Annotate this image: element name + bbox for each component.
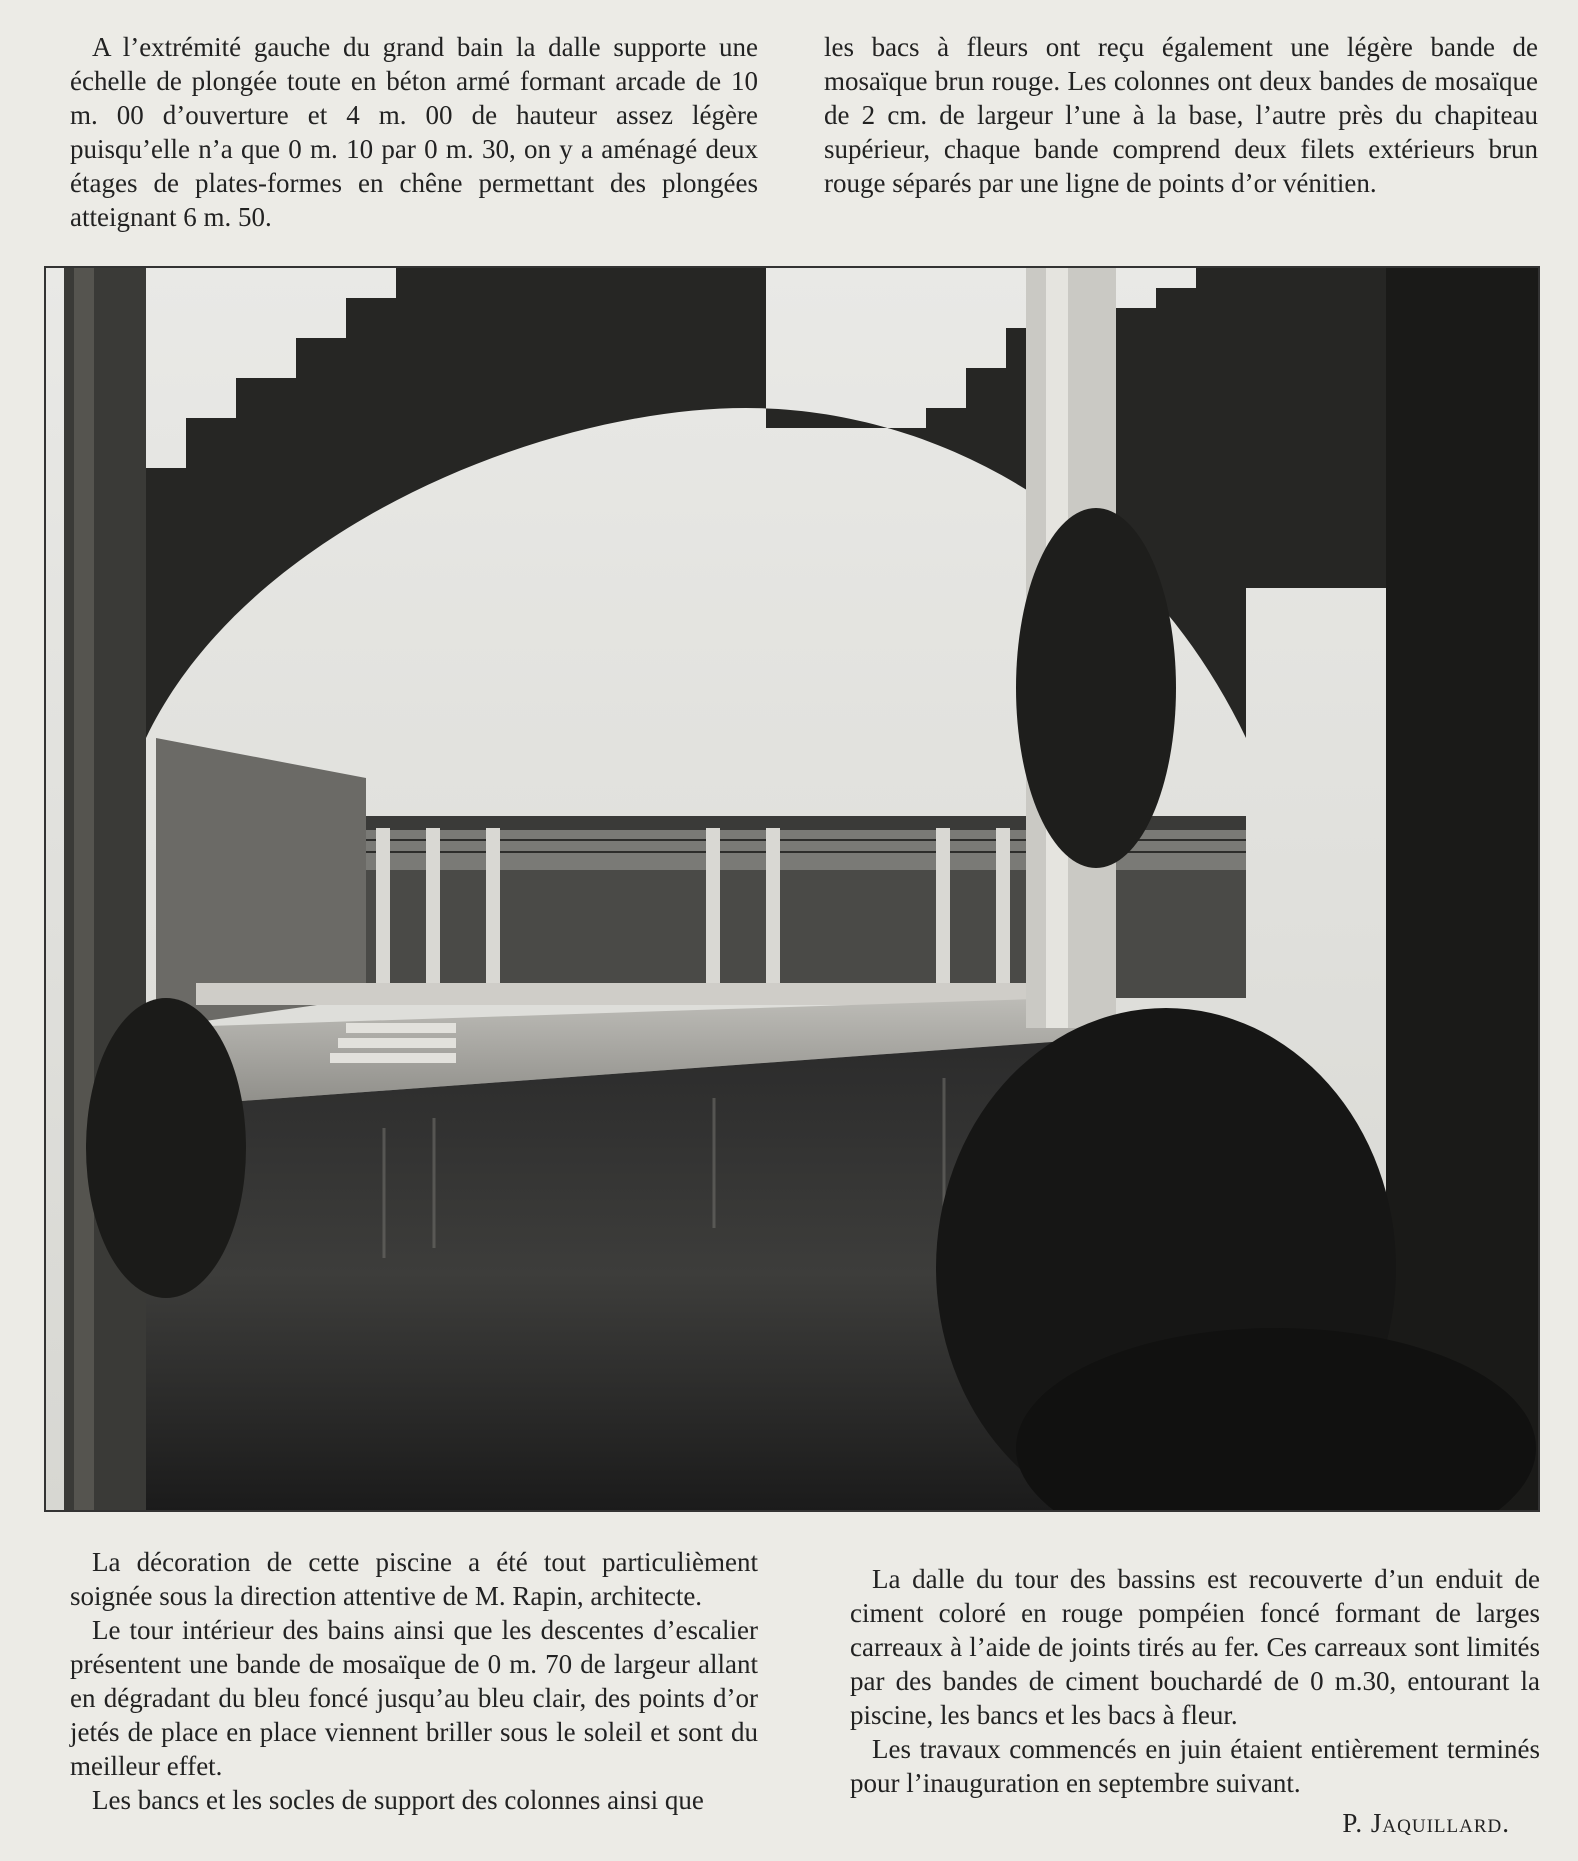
paragraph: Les bancs et les socles de support des colonnes ainsi que [92,1785,704,1815]
paragraph: La dalle du tour des bassins est recouverte d’un enduit de ciment coloré en rouge pompéien foncé formant de larges carreaux à l’aide de joints tirés au fer. Ces carreaux sont limités par des bandes de ciment bouchardé de 0 m.30, entourant la piscine, les bancs et les bacs à fleur. [850,1564,1540,1730]
paragraph: Le tour intérieur des bains ainsi que les descentes d’escalier présentent une bande de mosaïque de 0 m. 70 de largeur allant en dégradant du bleu foncé jusqu’au bleu clair, des points d’or jetés de place en place viennent briller sous le soleil et sont du meilleur effet. [70,1615,758,1781]
pool-photograph [44,266,1540,1512]
paragraph: les bacs à fleurs ont reçu également une légère bande de mosaïque brun rouge. Les colonnes ont deux bandes de mosaïque de 2 cm. de largeur l’une à la base, l’autre près du chapiteau supérieur, chaque bande comprend deux filets extérieurs brun rouge séparés par une ligne de points d’or vénitien. [824,32,1538,198]
paragraph: La décoration de cette piscine a été tout particulièment soignée sous la direction attentive de M. Rapin, architecte. [70,1547,758,1611]
paragraph: Les travaux commencés en juin étaient entièrement terminés pour l’inauguration en septembre suivant. [850,1734,1540,1798]
text-column-bottom-left [70,1545,758,1817]
text-column-top-left [70,30,758,234]
paragraph: A l’extrémité gauche du grand bain la dalle supporte une échelle de plongée toute en béton armé formant arcade de 10 m. 00 d’ouverture et 4 m. 00 de hauteur assez légère puisqu’elle n’a que 0 m. 10 par 0 m. 30, on y a aménagé deux étages de plates-formes en chêne permettant des plongées atteignant 6 m. 50. [70,32,758,232]
text-column-top-right [824,30,1538,200]
author-signature: P. Jaquillard. [1342,1808,1510,1838]
text-column-bottom-right [850,1562,1540,1840]
